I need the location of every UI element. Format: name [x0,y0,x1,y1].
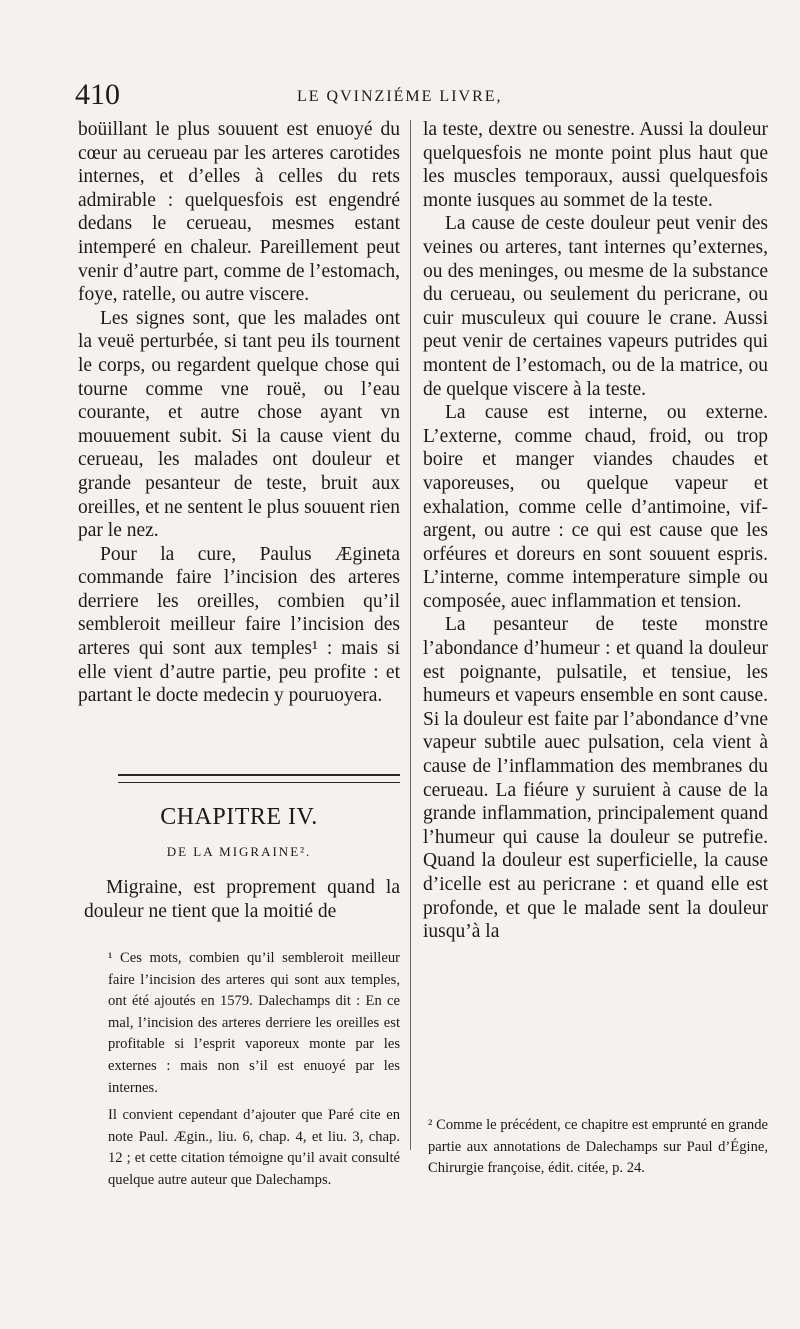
footnotes-right [428,1115,768,1180]
column-divider [410,120,411,1150]
left-paragraph-3: Pour la cure, Paulus Ægineta commande faire l’incision des arteres derriere les oreilles, combien qu’il sembleroit meilleur faire l’incision des arteres qui sont aux temples¹ : mais si elle vient d’autre partie, peu profite : et partant le docte medecin y pouruoyera. [78,543,400,707]
right-paragraph-1: la teste, dextre ou senestre. Aussi la douleur quelquesfois ne monte point plus haut que les muscles temporaux, aussi quelquesfois monte iusques au sommet de la teste. [423,119,768,211]
chapter-subtitle: DE LA MIGRAINE². [166,844,312,859]
chapter-paragraph-1: Migraine, est proprement quand la douleur ne tient que la moitié de [84,877,400,922]
footnotes-left [108,948,400,1192]
chapter-body [84,876,400,923]
right-column [423,118,768,944]
page-number: 410 [75,78,120,111]
right-paragraph-3: La cause est interne, ou externe. L’externe, comme chaud, froid, ou trop boire et manger viandes chaudes et vaporeuses, ou quelque vapeur et exhalation, comme celle d’antimoine, vif-argent, ou autre : ce qui est cause que les orféures et doreurs en sont souuent espris. L’interne, comme intemperature simple ou composée, auec inflammation et tension. [423,402,768,612]
right-paragraph-2: La cause de ceste douleur peut venir des veines ou arteres, tant internes qu’externes, ou des meninges, ou mesme de la substance du cerueau, ou seulement du pericrane, ou cuir musculeux qui couure le crane. Aussi peut venir de certaines vapeurs putrides qui montent de l’estomach, ou de la matrice, ou de quelque viscere à la teste. [423,213,768,400]
chapter-separator-rule [118,774,400,783]
right-paragraph-4: La pesanteur de teste monstre l’abondance d’humeur : et quand la douleur est poignante, pulsatile, et tensiue, les humeurs et vapeurs ensemble en sont cause. Si la douleur est faite par l’abondance d’vne vapeur subtile auec pulsation, cela vient à cause de l’inflammation des membranes du cerueau. La fiéure y suruient à cause de la grande inflammation, principalement quand l’humeur qui cause la douleur se putrefie. Quand la douleur est superficielle, la cause d’icelle est au pericrane : et quand elle est profonde, et que le malade sent la douleur iusqu’à la [423,614,768,943]
footnote-2: ² Comme le précédent, ce chapitre est emprunté en grande partie aux annotations de Dalechamps sur Paul d’Égine, Chirurgie françoise, édit. citée, p. 24. [428,1117,768,1177]
running-title: LE QVINZIÉME LIVRE, [297,88,503,105]
footnote-1-continued: Il convient cependant d’ajouter que Paré cite en note Paul. Ægin., liu. 6, chap. 4, et liu. 3, chap. 12 ; et cette citation témoigne qu’il avait consulté quelque autre auteur que Dalechamps. [108,1107,400,1188]
page-header [75,78,735,114]
left-paragraph-2: Les signes sont, que les malades ont la veuë perturbée, si tant peu ils tournent le corps, ou regardent quelque chose qui tourne comme vne rouë, ou l’eau courante, et autre chose ayant vn mouuement subit. Si la cause vient du cerueau, les malades ont douleur et grande pesanteur de teste, bruit aux oreilles, et ne sentent le plus souuent rien par le nez. [78,307,400,542]
footnote-1: ¹ Ces mots, combien qu’il sembleroit meilleur faire l’incision des arteres qui sont aux temples, ont été ajoutés en 1579. Dalechamps dit : En ce mal, l’incision des arteres derriere les oreilles est profitable si l’esprit vaporeux monte par les externes : mais non s’il est enuoyé par les internes. [108,950,400,1096]
chapter-title: CHAPITRE IV. [160,804,318,830]
left-paragraph-1: boüillant le plus souuent est enuoyé du cœur au cerueau par les arteres carotides internes, et d’elles à celles du rets admirable : quelquesfois est engendré dedans le cerueau, mesmes estant intemperé en chaleur. Pareillement peut venir d’autre part, comme de l’estomach, foye, ratelle, ou autre viscere. [78,119,400,306]
left-column [78,118,400,708]
